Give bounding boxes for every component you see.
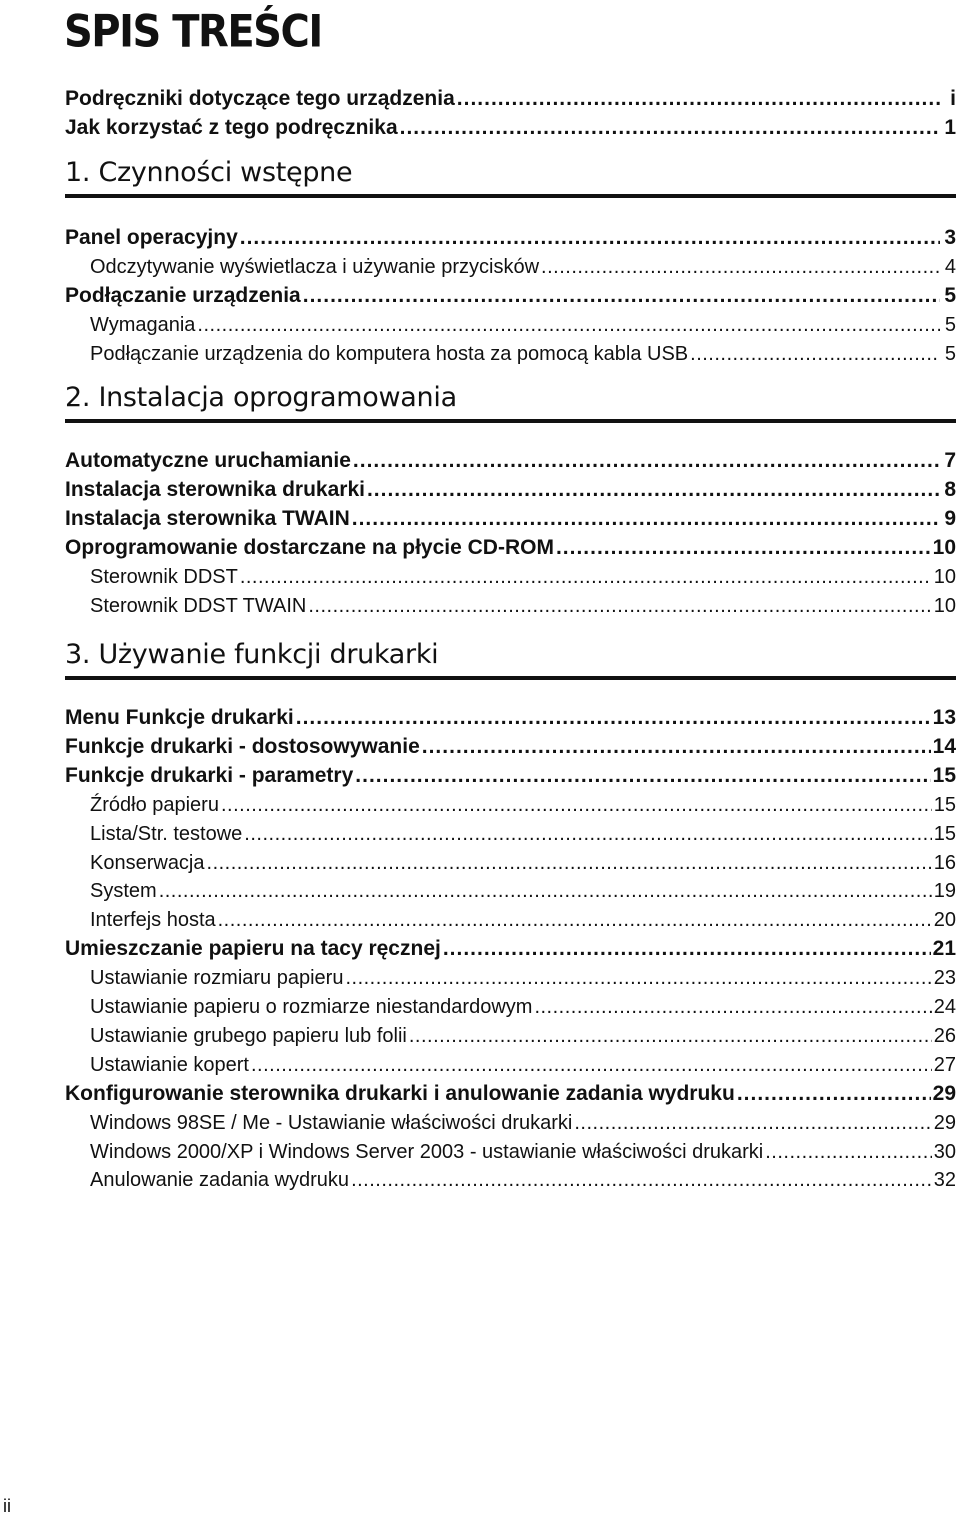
toc-entry-page: 7 bbox=[944, 449, 956, 472]
dot-leader bbox=[308, 592, 931, 620]
toc-entry[interactable] bbox=[90, 791, 956, 819]
toc-entry[interactable] bbox=[65, 733, 956, 761]
toc-entry-page: 29 bbox=[932, 1081, 956, 1105]
dot-leader bbox=[541, 253, 940, 281]
toc-entry-page: 19 bbox=[933, 880, 956, 903]
dot-leader bbox=[296, 704, 931, 732]
toc-entry-page: 14 bbox=[932, 734, 956, 758]
toc-entry-page: 13 bbox=[932, 706, 956, 729]
toc-entry-page: 15 bbox=[932, 763, 956, 787]
toc-entry[interactable] bbox=[90, 592, 956, 620]
toc-entry-page: 5 bbox=[944, 342, 956, 365]
toc-entry[interactable] bbox=[65, 704, 956, 732]
dot-leader bbox=[353, 447, 940, 475]
toc-entry-title: Ustawianie kopert bbox=[90, 1053, 249, 1076]
toc-entry-title: Podręczniki dotyczące tego urządzenia bbox=[65, 87, 455, 110]
toc-entry-page: 23 bbox=[933, 967, 956, 990]
dot-leader bbox=[352, 505, 940, 533]
toc-entry[interactable] bbox=[90, 1109, 956, 1137]
toc-entry[interactable] bbox=[90, 877, 956, 905]
dot-leader bbox=[251, 1051, 932, 1079]
toc-entry[interactable] bbox=[65, 762, 956, 790]
toc-entry-page: 1 bbox=[944, 115, 956, 139]
chapter-heading bbox=[65, 640, 956, 680]
toc-entry-title: Lista/Str. testowe bbox=[90, 822, 243, 845]
toc-entry-title: Sterownik DDST TWAIN bbox=[90, 594, 307, 617]
toc-entry-title: Funkcje drukarki - parametry bbox=[65, 763, 354, 787]
toc-entry-page: 5 bbox=[944, 313, 956, 336]
toc-entry[interactable] bbox=[65, 282, 956, 310]
toc-entry[interactable] bbox=[90, 993, 956, 1021]
dot-leader bbox=[690, 340, 940, 368]
dot-leader bbox=[240, 563, 932, 591]
toc-entry[interactable] bbox=[90, 849, 956, 877]
toc-entry[interactable] bbox=[90, 1166, 956, 1194]
toc-entry-title: Sterownik DDST bbox=[90, 565, 238, 588]
dot-leader bbox=[218, 906, 932, 934]
toc-entry-title: Konserwacja bbox=[90, 851, 205, 874]
toc-entry-page: 26 bbox=[933, 1024, 956, 1047]
toc-entry-page: 4 bbox=[944, 255, 956, 278]
toc-entry-title: Jak korzystać z tego podręcznika bbox=[65, 115, 398, 139]
toc-entry[interactable] bbox=[90, 1138, 956, 1166]
toc-entry-title: Windows 98SE / Me - Ustawianie właściwości drukarki bbox=[90, 1111, 573, 1134]
toc-entry-page: 20 bbox=[933, 909, 956, 932]
toc-entry[interactable] bbox=[90, 1022, 956, 1050]
toc-entry-title: Odczytywanie wyświetlacza i używanie przycisków bbox=[90, 255, 540, 278]
chapter-heading bbox=[65, 158, 956, 198]
toc-entry-page: 9 bbox=[944, 506, 956, 530]
toc-entry-title: Funkcje drukarki - dostosowywanie bbox=[65, 734, 420, 758]
toc-entry-title: Podłączanie urządzenia do komputera hosta za pomocą kabla USB bbox=[90, 342, 689, 365]
toc-entry-title: Ustawianie papieru o rozmiarze niestandardowym bbox=[90, 996, 533, 1018]
toc-entry-page: 21 bbox=[932, 937, 956, 961]
dot-leader bbox=[367, 476, 940, 504]
toc-entry-page: 10 bbox=[932, 535, 956, 559]
toc-entry-title: Anulowanie zadania wydruku bbox=[90, 1169, 350, 1192]
dot-leader bbox=[355, 762, 930, 790]
toc-entry-page: 24 bbox=[933, 996, 956, 1018]
toc-entry-title: Windows 2000/XP i Windows Server 2003 - ustawianie właściwości drukarki bbox=[90, 1140, 764, 1163]
dot-leader bbox=[303, 282, 940, 310]
dot-leader bbox=[207, 849, 932, 877]
toc-entry-page: 10 bbox=[933, 565, 956, 588]
toc-entry-page: 27 bbox=[933, 1053, 956, 1076]
toc-entry-title: Konfigurowanie sterownika drukarki i anulowanie zadania wydruku bbox=[65, 1081, 735, 1105]
toc-entry-title: Instalacja sterownika drukarki bbox=[65, 477, 365, 501]
toc-entry-page: 16 bbox=[933, 851, 956, 874]
dot-leader bbox=[221, 791, 932, 819]
dot-leader bbox=[244, 820, 931, 848]
toc-entry[interactable] bbox=[65, 85, 956, 113]
dot-leader bbox=[534, 993, 931, 1021]
dot-leader bbox=[737, 1080, 931, 1108]
toc-entry-page: 15 bbox=[933, 822, 956, 845]
toc-entry-page: 15 bbox=[933, 793, 956, 816]
dot-leader bbox=[345, 964, 931, 992]
chapter-heading bbox=[65, 383, 956, 423]
dot-leader bbox=[422, 733, 931, 761]
dot-leader bbox=[409, 1022, 932, 1050]
toc-entry-page: 30 bbox=[933, 1140, 956, 1163]
toc-entry[interactable] bbox=[90, 253, 956, 281]
toc-entry-title: Ustawianie rozmiaru papieru bbox=[90, 967, 344, 990]
toc-entry-page: 5 bbox=[944, 283, 956, 307]
dot-leader bbox=[556, 534, 931, 562]
toc-entry-title: Podłączanie urządzenia bbox=[65, 283, 301, 307]
chapter-heading-text: 3. Używanie funkcji drukarki bbox=[65, 639, 439, 670]
toc-entry-page: 29 bbox=[933, 1111, 956, 1134]
toc-entry[interactable] bbox=[65, 534, 956, 562]
toc-entry-title: Interfejs hosta bbox=[90, 909, 216, 932]
toc-entry[interactable] bbox=[65, 505, 956, 533]
page-number: ii bbox=[3, 1496, 11, 1516]
toc-entry[interactable] bbox=[65, 935, 956, 963]
toc-entry-page: 10 bbox=[933, 594, 956, 617]
dot-leader bbox=[197, 311, 940, 339]
page-title: SPIS TREŚCI bbox=[64, 6, 322, 58]
dot-leader bbox=[457, 85, 940, 113]
dot-leader bbox=[351, 1166, 932, 1194]
toc-entry[interactable] bbox=[90, 1051, 956, 1079]
toc-entry-title: Menu Funkcje drukarki bbox=[65, 706, 294, 729]
toc-entry-title: Instalacja sterownika TWAIN bbox=[65, 506, 350, 530]
toc-entry-title: System bbox=[90, 880, 157, 903]
dot-leader bbox=[159, 877, 932, 905]
dot-leader bbox=[765, 1138, 932, 1166]
toc-entry[interactable] bbox=[90, 964, 956, 992]
toc-entry-title: Wymagania bbox=[90, 313, 196, 336]
dot-leader bbox=[443, 935, 931, 963]
toc-entry[interactable] bbox=[65, 1080, 956, 1108]
dot-leader bbox=[400, 114, 940, 142]
toc-entry[interactable] bbox=[65, 447, 956, 475]
toc-entry-page: 32 bbox=[933, 1169, 956, 1192]
toc-entry-page: 8 bbox=[944, 477, 956, 501]
dot-leader bbox=[574, 1109, 931, 1137]
toc-entry[interactable] bbox=[65, 114, 956, 142]
toc-entry[interactable] bbox=[65, 476, 956, 504]
toc-entry-title: Źródło papieru bbox=[90, 793, 219, 816]
toc-entry[interactable] bbox=[90, 906, 956, 934]
toc-entry-title: Automatyczne uruchamianie bbox=[65, 449, 351, 472]
toc-entry[interactable] bbox=[90, 820, 956, 848]
toc-entry[interactable] bbox=[90, 563, 956, 591]
chapter-heading-text: 2. Instalacja oprogramowania bbox=[65, 382, 457, 413]
toc-entry[interactable] bbox=[90, 340, 956, 368]
toc-entry-title: Ustawianie grubego papieru lub folii bbox=[90, 1024, 407, 1047]
toc-entry-title: Panel operacyjny bbox=[65, 226, 238, 249]
toc-entry-page: i bbox=[950, 87, 956, 110]
toc-entry-title: Oprogramowanie dostarczane na płycie CD-ROM bbox=[65, 535, 554, 559]
toc-entry[interactable] bbox=[65, 224, 956, 252]
toc-entry-title: Umieszczanie papieru na tacy ręcznej bbox=[65, 937, 441, 961]
toc-entry-page: 3 bbox=[944, 226, 956, 249]
chapter-heading-text: 1. Czynności wstępne bbox=[65, 157, 353, 188]
dot-leader bbox=[240, 224, 940, 252]
toc-entry[interactable] bbox=[90, 311, 956, 339]
